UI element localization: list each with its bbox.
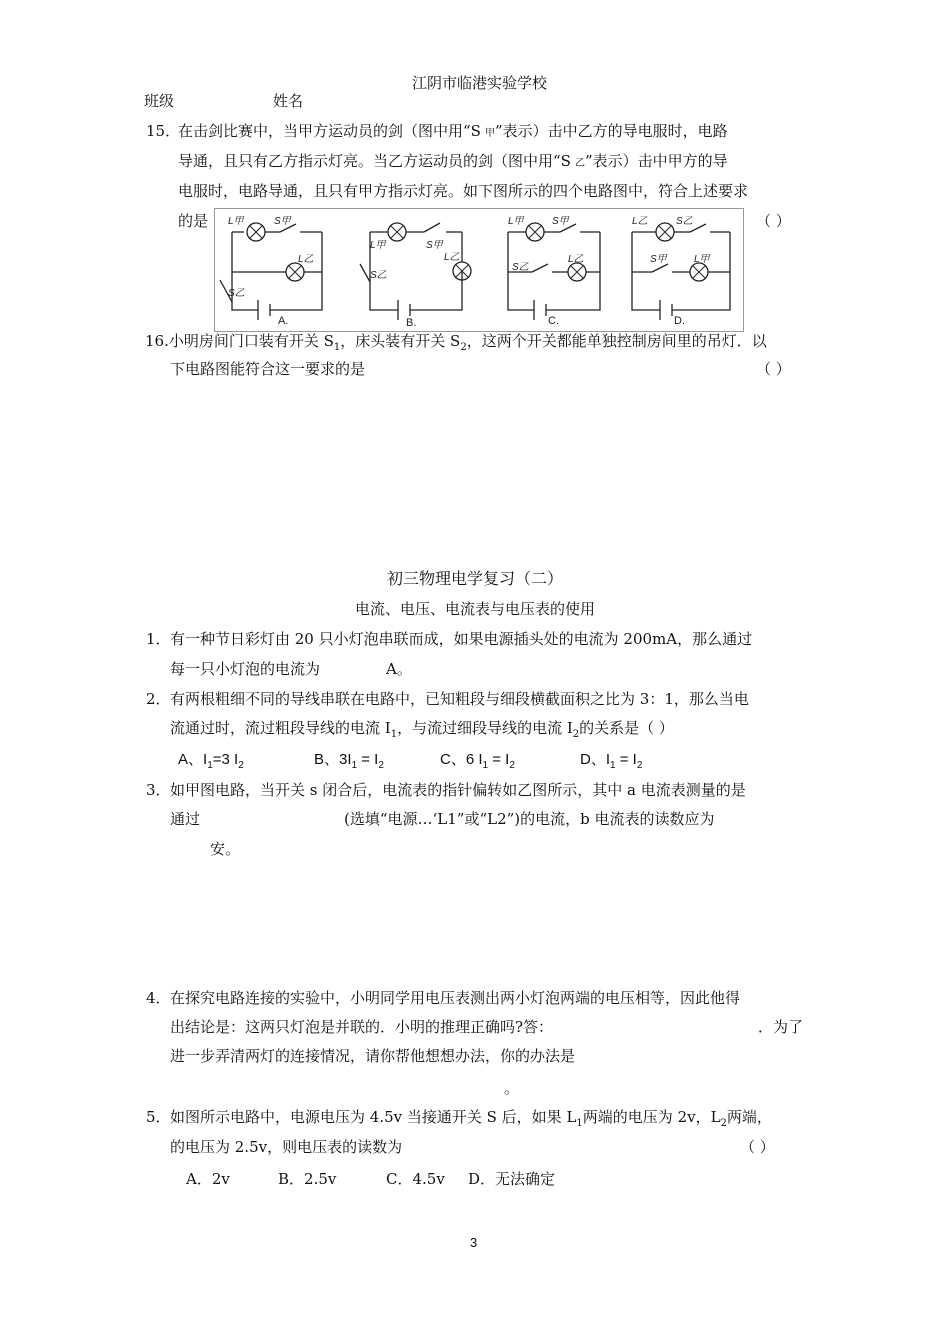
class-label: 班级 [144, 92, 175, 110]
option-d: D．无法确定 [468, 1170, 556, 1188]
lamp-label: L甲 [694, 254, 710, 265]
question-text: 每一只小灯泡的电流为 [170, 660, 321, 678]
unit-text: A。 [386, 660, 412, 678]
question-number: 1． [146, 630, 171, 648]
page-number: 3 [470, 1235, 478, 1250]
question-text: 进一步弄清两灯的连接情况，请你帮他想想办法，你的办法是 [170, 1047, 576, 1065]
switch-label: S乙 [228, 288, 245, 299]
question-text: 有一种节日彩灯由 20 只小灯泡串联而成，如果电源插头处的电流为 200mA，那么通过 [170, 630, 753, 648]
question-text: 如甲图电路，当开关 s 闭合后，电流表的指针偏转如乙图所示，其中 a 电流表测量的是 [170, 781, 746, 799]
lamp-label: L甲 [370, 240, 386, 251]
lamp-label: L乙 [568, 254, 584, 265]
name-label: 姓名 [273, 92, 304, 110]
option-a: A．2v [186, 1170, 230, 1188]
question-number: 4． [146, 989, 171, 1007]
option-label: C. [548, 315, 559, 327]
switch-label: S甲 [552, 216, 569, 227]
circuit-diagrams [214, 208, 744, 332]
option-b: B．2.5v [278, 1170, 337, 1188]
question-text: 通过 [170, 810, 201, 828]
answer-bracket: （ ） [756, 212, 791, 230]
switch-label: S甲 [650, 254, 667, 265]
option-d: D、$I_1 = I_2$ [580, 751, 643, 771]
section-title: 初三物理电学复习（二） [386, 569, 563, 588]
switch-label: S乙 [370, 270, 387, 281]
question-text: (选填“电源…‘L1”或“L2”)的电流，b 电流表的读数应为 [344, 810, 715, 828]
answer-bracket: （ ） [740, 1138, 775, 1156]
switch-label: S乙 [512, 262, 529, 273]
question-text: 有两根粗细不同的导线串联在电路中，已知粗段与细段横截面积之比为 3：1，那么当电 [170, 690, 749, 708]
switch-label: S甲 [274, 216, 291, 227]
switch-label: S乙 [676, 216, 693, 227]
question-text: 在击剑比赛中，当甲方运动员的剑（图中用“S 甲”表示）击中乙方的导电服时，电路 [178, 122, 728, 140]
question-text: 的是 [178, 212, 209, 230]
question-text: 出结论是：这两只灯泡是并联的．小明的推理正确吗?答： [170, 1018, 554, 1036]
answer-bracket: （ ） [756, 360, 791, 378]
question-text: 流通过时，流过粗段导线的电流 $I_1$，与流过细段导线的电流 $I_2$的关系是（ ） [170, 719, 674, 740]
question-text: 电服时，电路导通，且只有甲方指示灯亮。如下图所示的四个电路图中，符合上述要求 [178, 182, 749, 200]
question-text: 。 [504, 1079, 520, 1097]
question-text: 在探究电路连接的实验中，小明同学用电压表测出两小灯泡两端的电压相等，因此他得 [170, 989, 741, 1007]
question-text: 下电路图能符合这一要求的是 [170, 360, 366, 378]
question-number: 5． [146, 1108, 171, 1126]
switch-label: S甲 [426, 240, 443, 251]
question-text: 导通，且只有乙方指示灯亮。当乙方运动员的剑（图中用“S 乙”表示）击中甲方的导 [178, 152, 728, 170]
school-name: 江阴市临港实验学校 [412, 74, 548, 92]
lamp-label: L甲 [228, 216, 244, 227]
lamp-label: L乙 [444, 252, 460, 263]
option-label: B. [406, 317, 417, 329]
lamp-label: L甲 [508, 216, 524, 227]
option-label: A. [278, 315, 289, 327]
option-c: C、6 $I_1 = I_2$ [440, 751, 515, 771]
question-number: 15． [146, 122, 181, 140]
question-number: 2． [146, 690, 171, 708]
lamp-label: L乙 [298, 254, 314, 265]
question-text: 安。 [210, 840, 241, 858]
option-a: A、$I_1=3$ $I_2$ [178, 751, 244, 771]
question-text: 16.小明房间门口装有开关 $S_1$，床头装有开关 $S_2$，这两个开关都能单独控制房间里的吊灯．以 [145, 332, 767, 353]
option-label: D. [674, 315, 685, 327]
question-text: ．为了 [758, 1018, 804, 1036]
question-number: 3． [146, 781, 171, 799]
option-b: B、$3I_1 = I_2$ [314, 751, 384, 771]
question-text: 如图所示电路中，电源电压为 4.5v 当接通开关 S 后，如果 $L_1$两端的电压为 2v，$L_2$两端， [170, 1108, 772, 1129]
question-text: 的电压为 2.5v，则电压表的读数为 [170, 1138, 403, 1156]
option-c: C．4.5v [386, 1170, 445, 1188]
section-subtitle: 电流、电压、电流表与电压表的使用 [354, 600, 595, 618]
lamp-label: L乙 [632, 216, 648, 227]
